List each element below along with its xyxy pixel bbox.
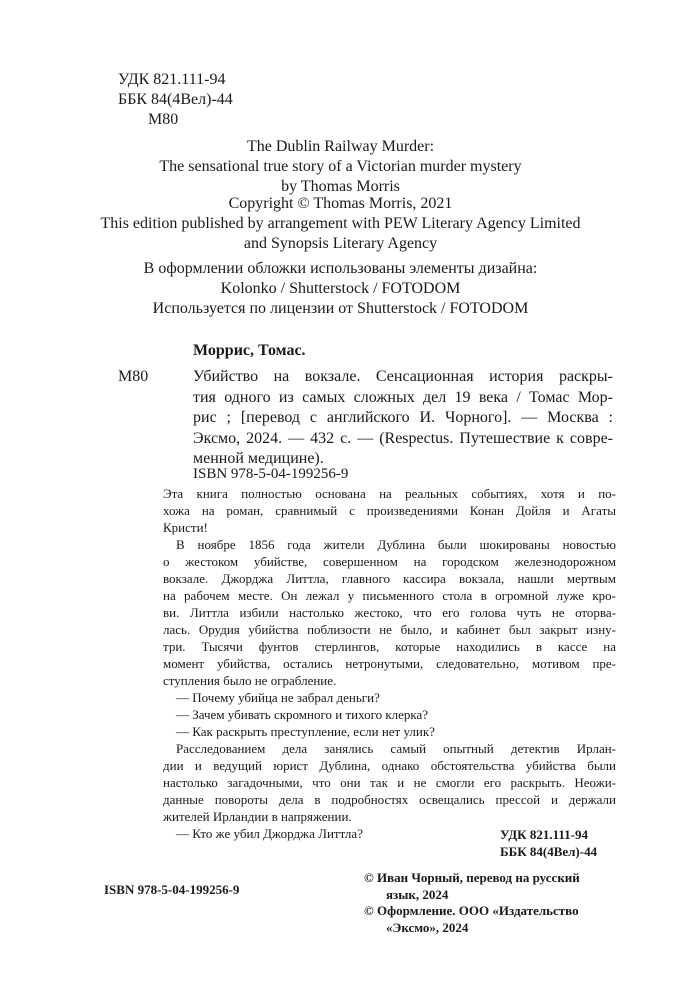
annotation-line: на рабочем месте. Он лежал у письменного стола в огромной луже кро- — [163, 588, 616, 603]
cover-credits-block — [60, 259, 621, 319]
author-heading: Моррис, Томас. — [193, 342, 306, 359]
annotation-question: — Почему убийца не забрал деньги? — [176, 690, 380, 705]
biblio-line: Убийство на вокзале. Сенсационная история раскры- — [193, 368, 613, 385]
cover-credit-line: Используется по лицензии от Shutterstock / FOTODOM — [152, 300, 529, 317]
annotation-line: настолько загадочными, что они так и не смогли его раскрыть. Неожи- — [163, 775, 616, 790]
cover-credit-line: Kolonko / Shutterstock / FOTODOM — [220, 280, 461, 297]
translator-copyright-cont: язык, 2024 — [386, 886, 449, 902]
annotation-line: момент убийства, остались нетронутыми, следовательно, мотивом пре- — [163, 656, 616, 671]
annotation-line: три. Тысячи фунтов стерлингов, которые находились в кассе на — [163, 639, 616, 654]
copyright-en-block — [60, 194, 621, 254]
biblio-line: Эксмо, 2024. — 432 с. — (Respectus. Путешествие к совре- — [193, 429, 613, 447]
original-title-block — [60, 137, 621, 197]
annotation-question: — Как раскрыть преступление, если нет улик? — [176, 724, 435, 739]
cover-credit-line: В оформлении обложки использованы элементы дизайна: — [143, 260, 538, 277]
original-title-line: The sensational true story of a Victorian murder mystery — [159, 158, 522, 175]
annotation — [163, 485, 616, 842]
bbk-code: ББК 84(4Вел)-44 — [118, 91, 233, 108]
copyright-en-line: and Synopsis Literary Agency — [243, 235, 438, 252]
copyright-ru-block — [364, 870, 616, 936]
annotation-question: — Кто же убил Джорджа Литтла? — [176, 826, 363, 841]
annotation-line: лась. Орудия убийства поблизости не было, и кабинет был закрыт изну- — [163, 622, 616, 637]
annotation-line: Расследованием дела занялись самый опытный детектив Ирлан- — [176, 741, 616, 756]
footer-udk: УДК 821.111-94 — [500, 827, 588, 842]
annotation-line: о жестоком убийстве, совершенном на городском железнодорожном — [163, 554, 616, 569]
annotation-line: Эта книга полностью основана на реальных событиях, хотя и по- — [163, 486, 616, 501]
annotation-line: данные повороты дела в подробностях освещались прессой и держали — [163, 792, 616, 807]
bibliographic-code: М80 — [118, 368, 149, 385]
annotation-line: дии и ведущий юрист Дублина, однако обстоятельства убийства были — [163, 758, 616, 773]
biblio-line: менной медицине). — [193, 450, 324, 467]
footer-bbk: ББК 84(4Вел)-44 — [500, 844, 598, 859]
annotation-line: вокзале. Джорджа Литтла, главного кассира вокзала, нашли мертвым — [163, 571, 616, 586]
original-title-line: The Dublin Railway Murder: — [246, 138, 435, 155]
annotation-line: В ноябре 1856 года жители Дублина были шокированы новостью — [176, 537, 616, 552]
original-title-line: by Thomas Morris — [281, 178, 400, 195]
classification-codes — [118, 70, 233, 130]
biblio-line: рис ; [перевод с английского И. Чорного]. — Москва : — [193, 409, 613, 426]
isbn-record: ISBN 978-5-04-199256-9 — [193, 466, 349, 482]
bibliographic-description — [193, 367, 613, 470]
udk-code: УДК 821.111-94 — [118, 71, 226, 88]
annotation-line: хожа на роман, сравнимый с произведениями Конан Дойля и Агаты — [163, 503, 616, 518]
isbn-bottom: ISBN 978-5-04-199256-9 — [104, 882, 240, 897]
annotation-question: — Зачем убивать скромного и тихого клерка? — [176, 707, 429, 722]
annotation-line: ви. Литтла избили настолько жестоко, что его голова чуть не оторва- — [163, 605, 616, 620]
annotation-line: Кристи! — [163, 520, 208, 535]
translator-copyright: © Иван Чорный, перевод на русский — [364, 870, 580, 885]
author-mark: М80 — [148, 111, 179, 128]
design-copyright: © Оформление. ООО «Издательство — [364, 903, 579, 918]
annotation-line: ступления было не ограбление. — [163, 673, 337, 688]
copyright-en-line: This edition published by arrangement with PEW Literary Agency Limited — [100, 215, 581, 232]
annotation-line: жителей Ирландии в напряжении. — [163, 809, 352, 824]
biblio-line: тия одного из самых сложных дел 19 века / Томас Мор- — [193, 388, 613, 406]
copyright-en-line: Copyright © Thomas Morris, 2021 — [228, 195, 453, 212]
design-copyright-cont: «Эксмо», 2024 — [386, 919, 469, 935]
